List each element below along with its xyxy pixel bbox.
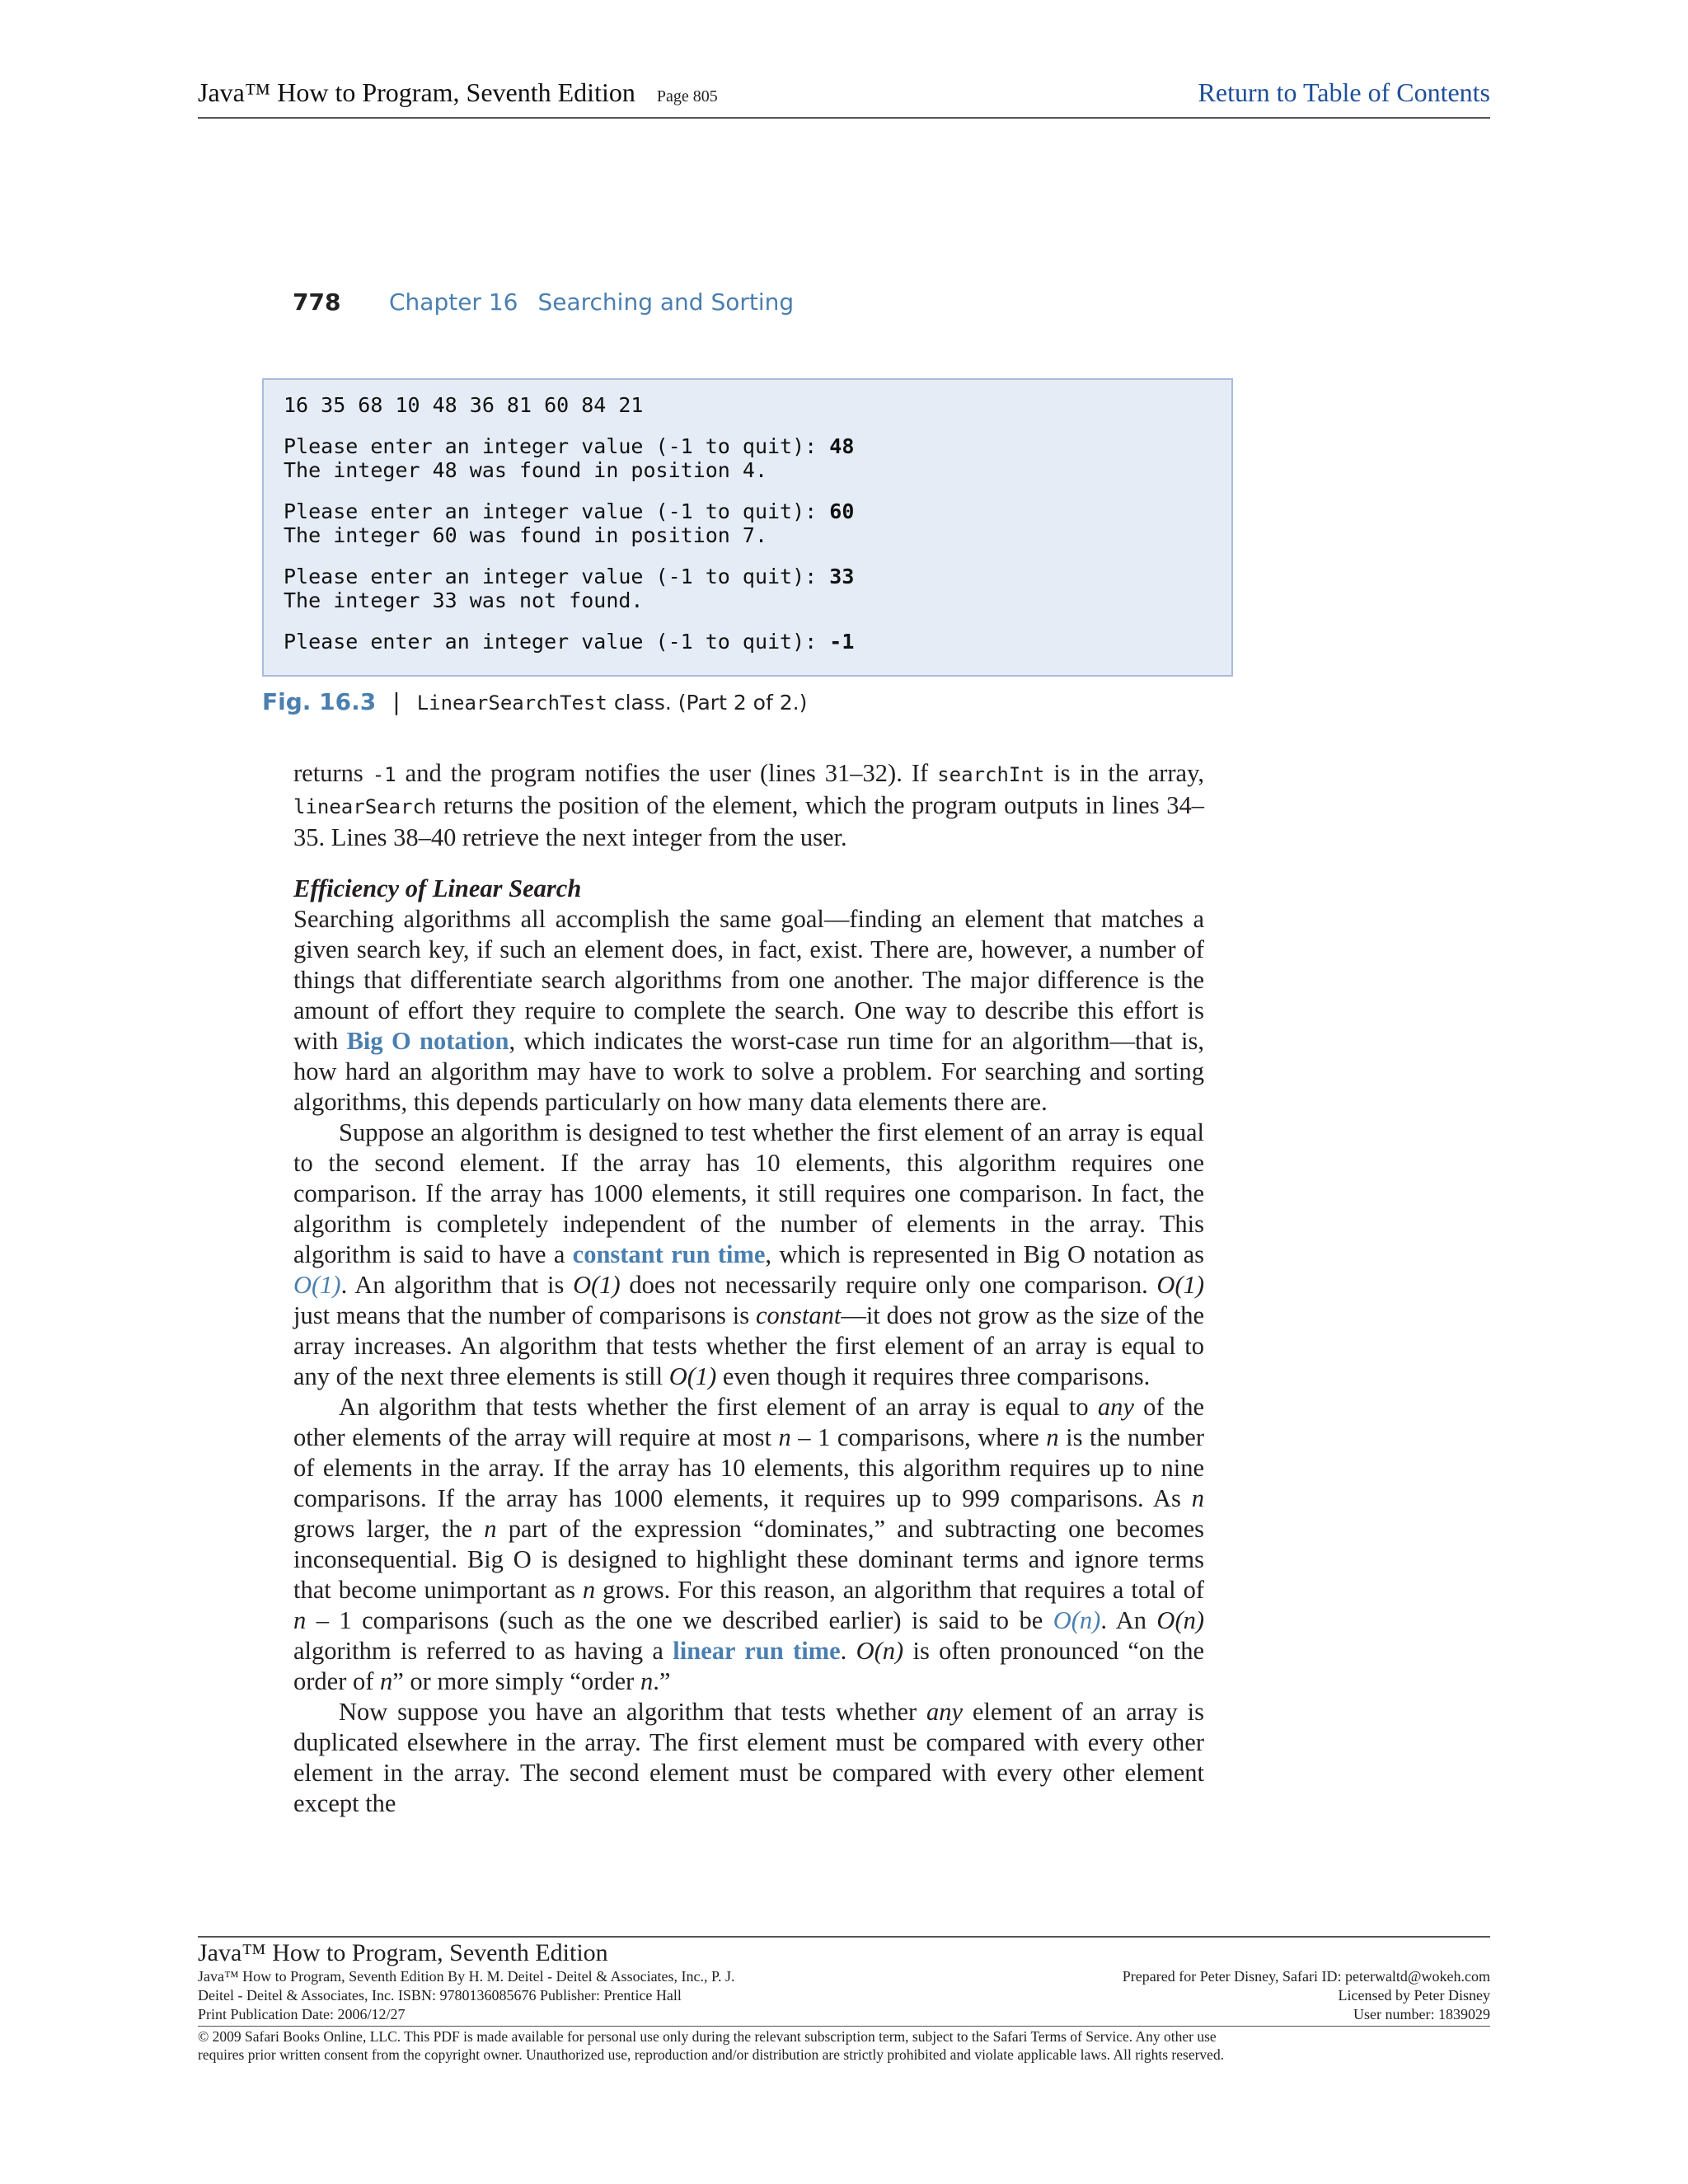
book-title bbox=[198, 77, 718, 108]
output-result-line: The integer 60 was found in position 7. bbox=[284, 523, 767, 547]
inline-code: -1 bbox=[372, 763, 396, 786]
footer-row bbox=[198, 1967, 1490, 1986]
figure-caption bbox=[262, 688, 807, 716]
footer-row bbox=[198, 2005, 1490, 2024]
chapter-title: Searching and Sorting bbox=[537, 288, 795, 316]
program-output bbox=[262, 378, 1233, 677]
legal-line: © 2009 Safari Books Online, LLC. This PDF is made available for personal use only during the relevant subscription term, subject to the Safari Terms of Service. Any other use bbox=[198, 2028, 1217, 2045]
figure-number: Fig. 16.3 bbox=[262, 688, 377, 715]
inline-code: linearSearch bbox=[293, 795, 437, 818]
output-result-line: The integer 33 was not found. bbox=[284, 588, 644, 612]
prompt-text: Please enter an integer value (-1 to quit): bbox=[284, 434, 830, 458]
paragraph: Suppose an algorithm is designed to test whether the first element of an array is equal to the second element. If the array has 10 elements, this algorithm requires one comparison. If the array has 1000 elements, it still requires one comparison. In fact, the algorithm is completely independent of the number of elements in the array. This algorithm is said to have a constant run time, which is represented in Big O notation as O(1). An algorithm that is O(1) does not necessarily require only one comparison. O(1) just means that the number of comparisons is constant—it does not grow as the size of the array increases. An algorithm that tests whether the first element of an array is equal to any of the next three elements is still O(1) even though it requires three comparisons. bbox=[293, 1118, 1205, 1390]
footer-title: Java™ How to Program, Seventh Edition bbox=[198, 1939, 608, 1966]
output-prompt-line bbox=[284, 630, 1212, 654]
legal-line: requires prior written consent from the copyright owner. Unauthorized use, reproduction and/or distribution are strictly prohibited and violate applicable laws. All rights reserved. bbox=[198, 2046, 1225, 2063]
toc-link[interactable]: Return to Table of Contents bbox=[1198, 77, 1490, 107]
footer-pub-date: Print Publication Date: 2006/12/27 bbox=[198, 2006, 406, 2022]
caption-separator: | bbox=[392, 688, 401, 715]
section-heading: Efficiency of Linear Search bbox=[293, 874, 582, 902]
footer-isbn: Deitel - Deitel & Associates, Inc. ISBN: 9780136085676 Publisher: Prentice Hall bbox=[198, 1987, 682, 2004]
prompt-text: Please enter an integer value (-1 to quit): bbox=[284, 499, 830, 523]
page-label: Page 805 bbox=[656, 87, 718, 105]
key-term: O(1) bbox=[293, 1271, 341, 1299]
key-term: constant run time bbox=[572, 1240, 766, 1268]
key-term: Big O notation bbox=[346, 1027, 509, 1055]
paragraph: Now suppose you have an algorithm that tests whether any element of an array is duplicated elsewhere in the array. The first element must be compared with every other element in the array. The second element must be compared with every other element except the bbox=[293, 1698, 1204, 1817]
paragraph: returns -1 and the program notifies the user (lines 31–32). If searchInt is in the array, linearSearch returns the position of the element, which the program outputs in lines 34–35. Lines 38–40 retrieve the next integer from the user. bbox=[293, 759, 1204, 851]
output-prompt-line bbox=[284, 565, 1212, 588]
user-input: 33 bbox=[829, 565, 855, 588]
footer-row bbox=[198, 1986, 1490, 2005]
footer-licensed-by: Licensed by Peter Disney bbox=[1338, 1987, 1490, 2004]
prompt-text: Please enter an integer value (-1 to quit): bbox=[284, 565, 830, 588]
page-header bbox=[198, 77, 1490, 119]
prompt-text: Please enter an integer value (-1 to quit): bbox=[284, 630, 830, 654]
caption-text: class. (Part 2 of 2.) bbox=[607, 691, 808, 715]
key-term: O(n) bbox=[1053, 1606, 1101, 1634]
chapter-heading bbox=[389, 288, 1131, 316]
user-input: 60 bbox=[829, 499, 855, 523]
paragraph: An algorithm that tests whether the first element of an array is equal to any of the other elements of the array will require at most n – 1 comparisons, where n is the number of elements in the array. If the array has 10 elements, this algorithm requires up to nine comparisons. If the array has 1000 elements, it requires up to 999 comparisons. As n grows larger, the n part of the expression “dominates,” and subtracting one becomes inconsequential. Big O is designed to highlight these dominant terms and ignore terms that become unimportant as n grows. For this reason, an algorithm that requires a total of n – 1 comparisons (such as the one we described earlier) is said to be O(n). An O(n) algorithm is referred to as having a linear run time. O(n) is often pronounced “on the order of n” or more simply “order n.” bbox=[293, 1393, 1205, 1695]
output-array-line: 16 35 68 10 48 36 81 60 84 21 bbox=[284, 393, 644, 417]
inline-code: searchInt bbox=[937, 763, 1045, 786]
chapter-label: Chapter 16 bbox=[389, 288, 518, 316]
user-input: -1 bbox=[829, 630, 855, 654]
output-prompt-line bbox=[284, 434, 1212, 458]
page-footer bbox=[198, 1936, 1490, 2064]
user-input: 48 bbox=[829, 434, 855, 458]
footer-prepared-for: Prepared for Peter Disney, Safari ID: peterwaltd@wokeh.com bbox=[1122, 1968, 1490, 1985]
page-number: 778 bbox=[293, 288, 341, 316]
footer-book-info: Java™ How to Program, Seventh Edition By H. M. Deitel - Deitel & Associates, Inc., P. J. bbox=[198, 1968, 735, 1985]
footer-user-number: User number: 1839029 bbox=[1353, 2006, 1490, 2022]
output-prompt-line bbox=[284, 499, 1212, 523]
body-text bbox=[293, 758, 1204, 1819]
book-title-text: Java™ How to Program, Seventh Edition bbox=[198, 77, 635, 107]
key-term: linear run time bbox=[673, 1637, 841, 1665]
paragraph: Searching algorithms all accomplish the same goal—finding an element that matches a given search key, if such an element does, in fact, exist. There are, however, a number of things that differentiate search algorithms from one another. The major difference is the amount of effort they require to complete the search. One way to describe this effort is with Big O notation, which indicates the worst-case run time for an algorithm—that is, how hard an algorithm may have to work to solve a problem. For searching and sorting algorithms, this depends particularly on how many data elements there are. bbox=[293, 905, 1204, 1116]
caption-class-name: LinearSearchTest bbox=[416, 691, 607, 715]
output-result-line: The integer 48 was found in position 4. bbox=[284, 458, 767, 482]
footer-legal bbox=[198, 2026, 1490, 2064]
